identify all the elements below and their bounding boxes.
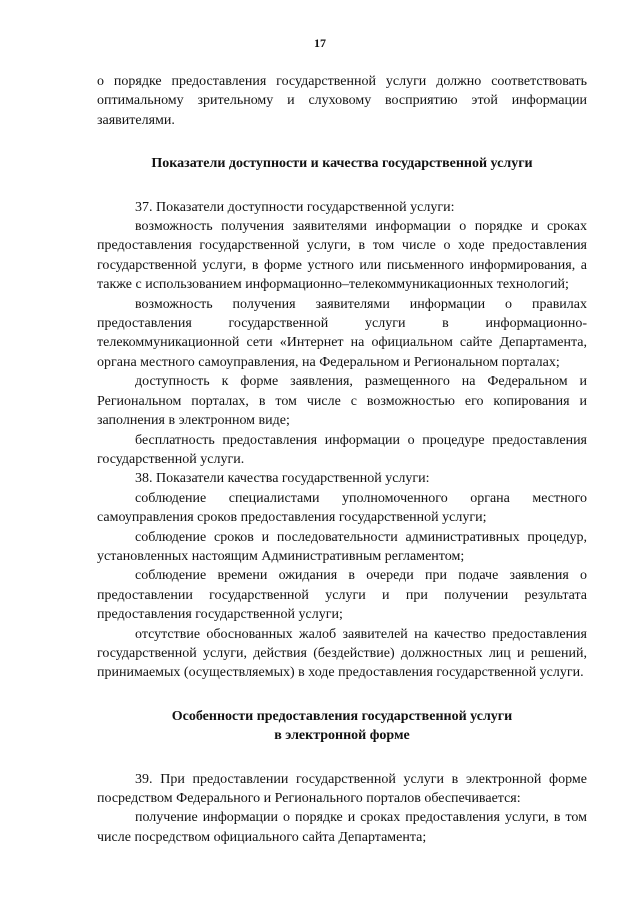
- paragraph-39-item-a: получение информации о порядке и сроках предоставления услуги, в том числе посредством официального сайта Департамента;: [97, 810, 587, 845]
- paragraph-38: 38. Показатели качества государственной услуги:: [135, 471, 430, 487]
- paragraph-38-item-a: соблюдение специалистами уполномоченного органа местного самоуправления сроков предоставления государственной услуги;: [97, 490, 587, 526]
- section-heading-electronic-line1: Особенности предоставления государственной услуги: [171, 708, 513, 724]
- paragraph-37-item-a: возможность получения заявителями информации о порядке и сроках предоставления государственной услуги, в том числе о ходе предоставления государственной услуги, в форме устного или письменного информирования, а также с использованием информационно–телекоммуникационных технологий;: [97, 219, 587, 293]
- section-heading-electronic-line2: в электронной форме: [274, 728, 410, 744]
- paragraph-37-item-c: доступность к форме заявления, размещенного на Федеральном и Региональном порталах, в том числе с возможностью его копирования и заполнения в электронном виде;: [97, 374, 587, 429]
- section-heading-availability: Показатели доступности и качества государственной услуги: [151, 156, 533, 172]
- paragraph-37: 37. Показатели доступности государственной услуги:: [135, 199, 455, 215]
- paragraph-37-item-d: бесплатность предоставления информации о процедуре предоставления государственной услуги.: [97, 432, 587, 467]
- paragraph-38-item-c: соблюдение времени ожидания в очереди при подаче заявления о предоставлении государственной услуги и при получении результата предоставления государственной услуги;: [97, 568, 587, 623]
- paragraph-37-item-b: возможность получения заявителями информации о правилах предоставления государственной услуги в информационно-телекоммуникационной сети «Интернет на официальном сайте Департамента, органа местного самоуправления, на Федеральном и Региональном порталах;: [97, 296, 587, 370]
- paragraph-38-item-b: соблюдение сроков и последовательности административных процедур, установленных настоящим Административным регламентом;: [97, 529, 587, 564]
- intro-paragraph: о порядке предоставления государственной услуги должно соответствовать оптимальному зрительному и слуховому восприятию этой информации заявителями.: [97, 74, 587, 128]
- paragraph-38-item-d: отсутствие обоснованных жалоб заявителей на качество предоставления государственной услуги, действия (бездействие) должностных лиц и решений, принимаемых (осуществляемых) в ходе предоставления государственной услуги.: [97, 626, 587, 681]
- paragraph-39: 39. При предоставлении государственной услуги в электронной форме посредством Федерального и Регионального порталов обеспечивается:: [97, 771, 587, 806]
- page-number: 17: [314, 36, 326, 50]
- document-body: [97, 72, 587, 847]
